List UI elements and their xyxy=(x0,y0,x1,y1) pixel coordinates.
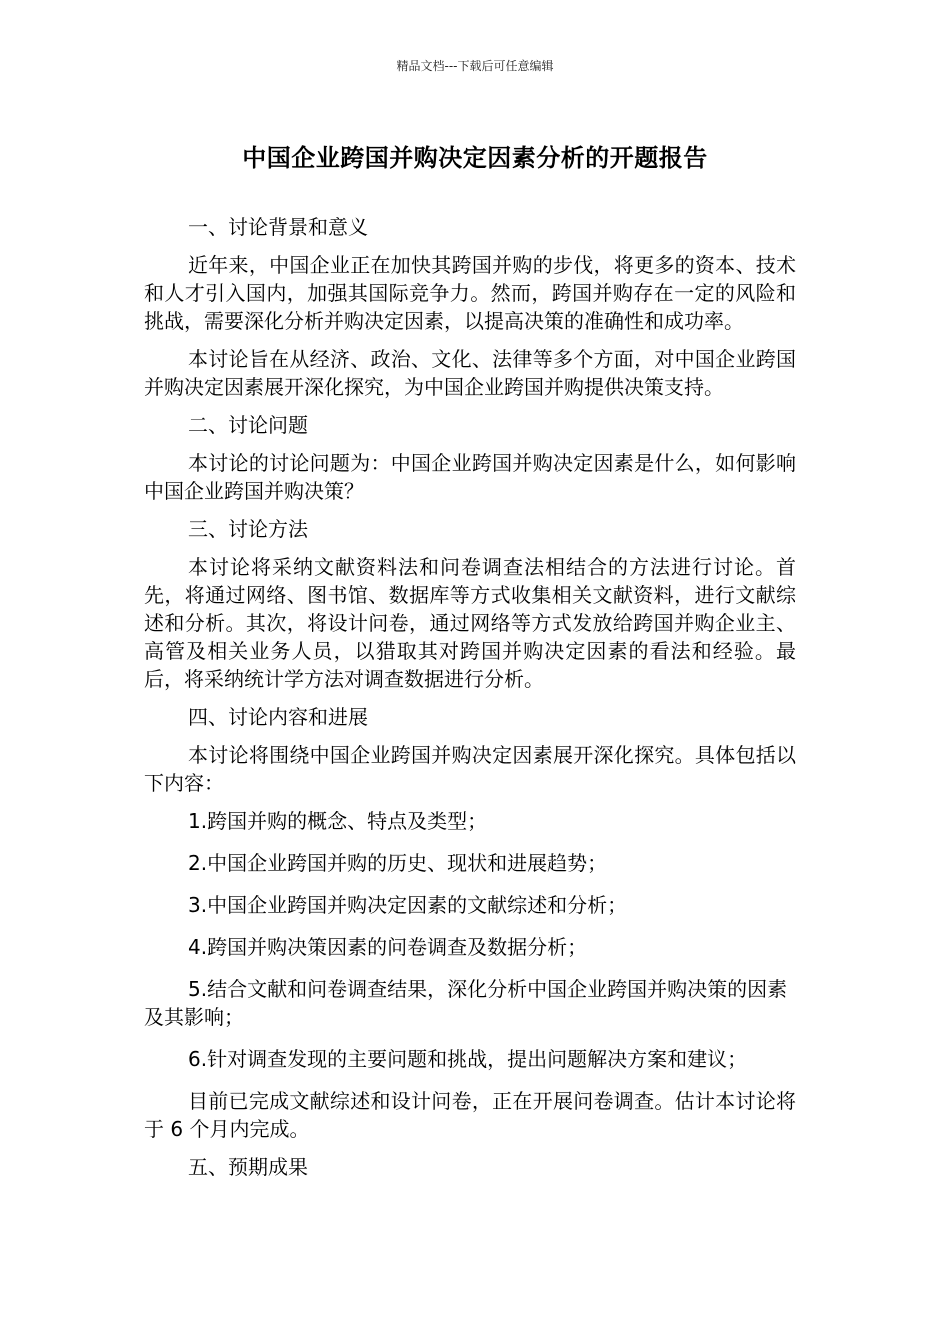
section-heading-1: 一、讨论背景和意义 xyxy=(188,215,368,239)
list-item: 4.跨国并购决策因素的问卷调查及数据分析； xyxy=(188,935,588,959)
paragraph: 本讨论旨在从经济、政治、文化、法律等多个方面，对中国企业跨国并购决定因素展开深化探究，为中国企业跨国并购提供决策支持。 xyxy=(144,347,796,399)
document-title: 中国企业跨国并购决定因素分析的开题报告 xyxy=(242,144,708,172)
paragraph: 近年来，中国企业正在加快其跨国并购的步伐，将更多的资本、技术和人才引入国内，加强其国际竞争力。然而，跨国并购存在一定的风险和挑战，需要深化分析并购决定因素，以提高决策的准确性和成功率。 xyxy=(144,253,796,333)
paragraph: 目前已完成文献综述和设计问卷，正在开展问卷调查。估计本讨论将于 6 个月内完成。 xyxy=(144,1089,796,1141)
paragraph: 本讨论将围绕中国企业跨国并购决定因素展开深化探究。具体包括以下内容： xyxy=(144,743,796,795)
page-header: 精品文档---下载后可任意编辑 xyxy=(396,59,554,73)
paragraph: 本讨论的讨论问题为：中国企业跨国并购决定因素是什么，如何影响中国企业跨国并购决策？ xyxy=(144,451,796,503)
list-item: 6.针对调查发现的主要问题和挑战，提出问题解决方案和建议； xyxy=(188,1047,748,1071)
document-body xyxy=(144,213,796,1191)
section-heading-3: 三、讨论方法 xyxy=(188,517,308,541)
section-heading-5: 五、预期成果 xyxy=(188,1155,308,1179)
paragraph: 本讨论将采纳文献资料法和问卷调查法相结合的方法进行讨论。首先，将通过网络、图书馆、数据库等方式收集相关文献资料，进行文献综述和分析。其次，将设计问卷，通过网络等方式发放给跨国并购企业主、高管及相关业务人员，以猎取其对跨国并购决定因素的看法和经验。最后，将采纳统计学方法对调查数据进行分析。 xyxy=(144,555,796,691)
section-heading-4: 四、讨论内容和进展 xyxy=(188,705,368,729)
list-item: 2.中国企业跨国并购的历史、现状和进展趋势； xyxy=(188,851,608,875)
list-item: 1.跨国并购的概念、特点及类型； xyxy=(188,809,488,833)
section-heading-2: 二、讨论问题 xyxy=(188,413,308,437)
list-item: 3.中国企业跨国并购决定因素的文献综述和分析； xyxy=(188,893,628,917)
list-item: 5.结合文献和问卷调查结果，深化分析中国企业跨国并购决策的因素及其影响； xyxy=(144,977,788,1029)
